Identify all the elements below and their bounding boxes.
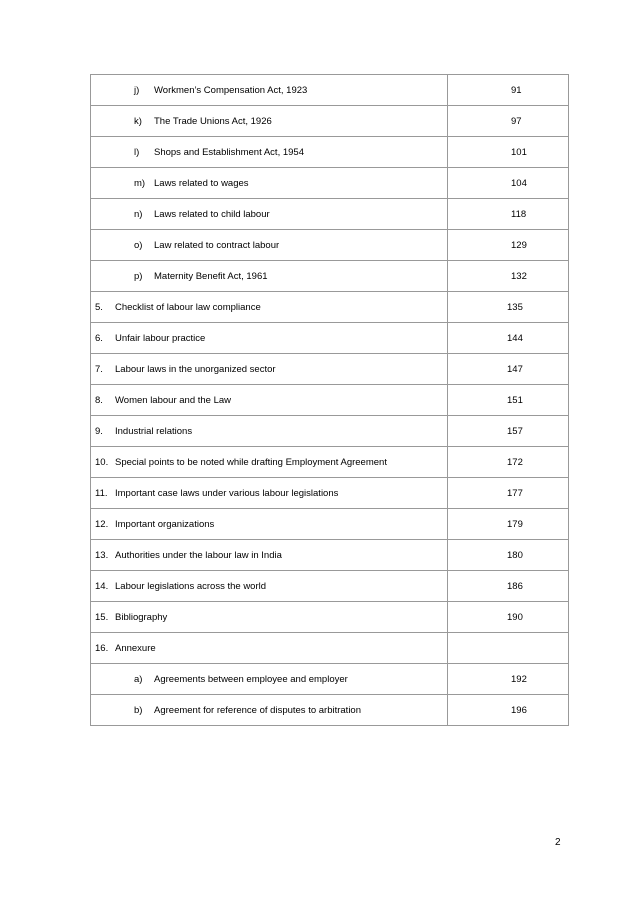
entry-label: k) <box>134 115 142 127</box>
toc-row <box>91 602 569 633</box>
entry-label: n) <box>134 208 143 220</box>
entry-number: 6. <box>95 332 103 344</box>
toc-row <box>91 540 569 571</box>
entry-page: 129 <box>511 239 527 251</box>
entry-page: 196 <box>511 704 527 716</box>
entry-page: 177 <box>507 487 523 499</box>
entry-page: 104 <box>511 177 527 189</box>
entry-title: Special points to be noted while drafting Employment Agreement <box>115 456 387 468</box>
entry-number: 12. <box>95 518 109 530</box>
toc-row <box>91 168 569 199</box>
toc-row <box>91 230 569 261</box>
entry-label: a) <box>134 673 143 685</box>
entry-number: 9. <box>95 425 103 437</box>
entry-page: 118 <box>511 208 527 220</box>
entry-number: 8. <box>95 394 103 406</box>
entry-title: Laws related to wages <box>154 177 249 189</box>
entry-page: 190 <box>507 611 523 623</box>
toc-row <box>91 199 569 230</box>
entry-title: The Trade Unions Act, 1926 <box>154 115 272 127</box>
entry-page: 91 <box>511 84 522 96</box>
entry-title: Women labour and the Law <box>115 394 232 406</box>
entry-label: l) <box>134 146 140 158</box>
entry-title: Agreements between employee and employer <box>154 673 348 685</box>
entry-page: 147 <box>507 363 523 375</box>
entry-title: Agreement for reference of disputes to arbitration <box>154 704 362 716</box>
entry-label: o) <box>134 239 143 251</box>
entry-number: 10. <box>95 456 109 468</box>
entry-title: Labour legislations across the world <box>115 580 267 592</box>
entry-number: 16. <box>95 642 109 654</box>
entry-label: b) <box>134 704 143 716</box>
entry-page: 186 <box>507 580 523 592</box>
entry-number: 5. <box>95 301 103 313</box>
entry-number: 11. <box>95 487 108 499</box>
entry-number: 15. <box>95 611 109 623</box>
entry-page: 101 <box>511 146 527 158</box>
entry-page: 144 <box>507 332 523 344</box>
toc-row <box>91 292 569 323</box>
entry-title: Industrial relations <box>115 425 193 437</box>
entry-title: Unfair labour practice <box>115 332 206 344</box>
entry-page: 180 <box>507 549 523 561</box>
toc-row <box>91 261 569 292</box>
entry-title: Authorities under the labour law in India <box>115 549 282 561</box>
entry-title: Important case laws under various labour legislations <box>115 487 339 499</box>
table-of-contents <box>90 74 569 726</box>
entry-title: Workmen’s Compensation Act, 1923 <box>154 84 308 96</box>
toc-row <box>91 75 569 106</box>
entry-number: 14. <box>95 580 109 592</box>
toc-row <box>91 509 569 540</box>
entry-page: 157 <box>507 425 523 437</box>
entry-number: 13. <box>95 549 109 561</box>
toc-row <box>91 137 569 168</box>
entry-title: Labour laws in the unorganized sector <box>115 363 276 375</box>
toc-row <box>91 695 569 726</box>
toc-row <box>91 416 569 447</box>
entry-title: Law related to contract labour <box>154 239 280 251</box>
toc-row <box>91 323 569 354</box>
toc-row <box>91 633 569 664</box>
toc-row <box>91 385 569 416</box>
entry-page: 135 <box>507 301 523 313</box>
entry-page: 172 <box>507 456 523 468</box>
page-number: 2 <box>555 837 561 848</box>
entry-page: 179 <box>507 518 523 530</box>
toc-row <box>91 478 569 509</box>
entry-title: Shops and Establishment Act, 1954 <box>154 146 304 158</box>
entry-title: Maternity Benefit Act, 1961 <box>154 270 268 282</box>
toc-row <box>91 571 569 602</box>
entry-title: Laws related to child labour <box>154 208 270 220</box>
entry-page: 132 <box>511 270 527 282</box>
entry-page: 97 <box>511 115 522 127</box>
entry-label: p) <box>134 270 143 282</box>
entry-title: Important organizations <box>115 518 215 530</box>
entry-page: 192 <box>511 673 527 685</box>
toc-row <box>91 664 569 695</box>
entry-page: 151 <box>507 394 523 406</box>
entry-number: 7. <box>95 363 103 375</box>
entry-title: Annexure <box>115 642 156 654</box>
entry-label: j) <box>134 84 140 96</box>
entry-title: Checklist of labour law compliance <box>115 301 261 313</box>
entry-label: m) <box>134 177 146 189</box>
toc-row <box>91 354 569 385</box>
toc-row <box>91 106 569 137</box>
toc-row <box>91 447 569 478</box>
entry-title: Bibliography <box>115 611 168 623</box>
